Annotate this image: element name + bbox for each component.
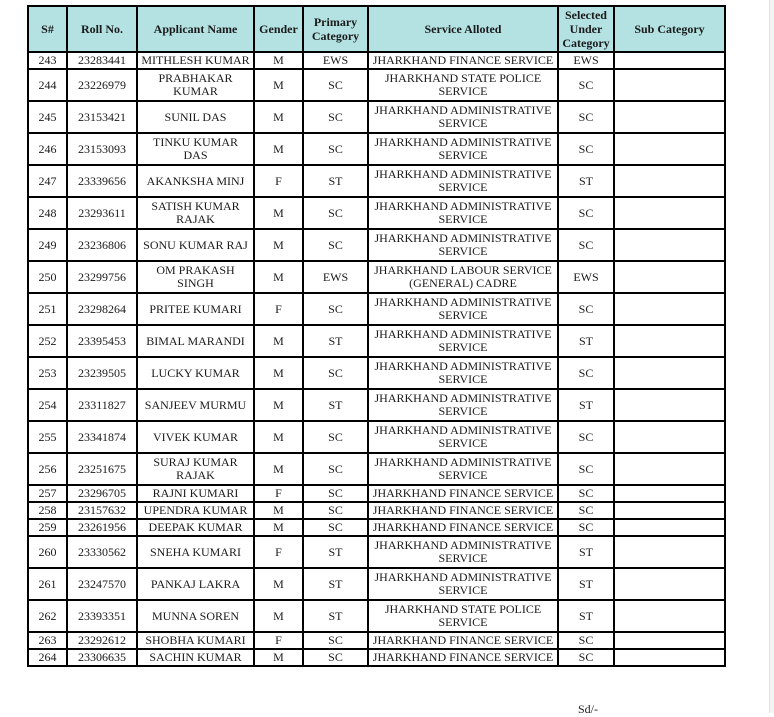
cell-gender: M xyxy=(254,325,303,357)
cell-roll-no: 23153093 xyxy=(67,133,137,165)
table-row xyxy=(28,632,725,649)
cell-applicant-name: BIMAL MARANDI xyxy=(137,325,254,357)
cell-applicant-name: VIVEK KUMAR xyxy=(137,421,254,453)
table-row xyxy=(28,600,725,632)
cell-primary-category: ST xyxy=(303,165,368,197)
cell-selected-under-category: SC xyxy=(558,485,614,502)
cell-gender: M xyxy=(254,69,303,101)
cell-roll-no: 23239505 xyxy=(67,357,137,389)
cell-selected-under-category: ST xyxy=(558,165,614,197)
table-row xyxy=(28,485,725,502)
cell-primary-category: ST xyxy=(303,568,368,600)
cell-applicant-name: SACHIN KUMAR xyxy=(137,649,254,666)
cell-service-alloted: JHARKHAND ADMINISTRATIVE SERVICE xyxy=(368,133,558,165)
table-row xyxy=(28,101,725,133)
table-row xyxy=(28,536,725,568)
table-row xyxy=(28,52,725,69)
cell-selected-under-category: SC xyxy=(558,69,614,101)
cell-roll-no: 23236806 xyxy=(67,229,137,261)
cell-roll-no: 23341874 xyxy=(67,421,137,453)
cell-sno: 249 xyxy=(28,229,67,261)
cell-gender: F xyxy=(254,293,303,325)
cell-applicant-name: SNEHA KUMARI xyxy=(137,536,254,568)
cell-sno: 259 xyxy=(28,519,67,536)
cell-roll-no: 23306635 xyxy=(67,649,137,666)
page-edge xyxy=(769,0,774,713)
cell-sub-category xyxy=(614,600,725,632)
cell-selected-under-category: ST xyxy=(558,325,614,357)
cell-primary-category: SC xyxy=(303,357,368,389)
cell-service-alloted: JHARKHAND ADMINISTRATIVE SERVICE xyxy=(368,197,558,229)
cell-sub-category xyxy=(614,325,725,357)
cell-roll-no: 23292612 xyxy=(67,632,137,649)
cell-service-alloted: JHARKHAND FINANCE SERVICE xyxy=(368,52,558,69)
header-sno: S# xyxy=(28,6,67,52)
cell-primary-category: SC xyxy=(303,229,368,261)
cell-sno: 258 xyxy=(28,502,67,519)
cell-primary-category: SC xyxy=(303,453,368,485)
cell-applicant-name: MITHLESH KUMAR xyxy=(137,52,254,69)
cell-applicant-name: SUNIL DAS xyxy=(137,101,254,133)
table-row xyxy=(28,293,725,325)
cell-roll-no: 23157632 xyxy=(67,502,137,519)
cell-gender: M xyxy=(254,519,303,536)
cell-applicant-name: SATISH KUMAR RAJAK xyxy=(137,197,254,229)
cell-roll-no: 23395453 xyxy=(67,325,137,357)
cell-roll-no: 23226979 xyxy=(67,69,137,101)
cell-service-alloted: JHARKHAND ADMINISTRATIVE SERVICE xyxy=(368,229,558,261)
cell-primary-category: SC xyxy=(303,421,368,453)
cell-selected-under-category: EWS xyxy=(558,261,614,293)
table-row xyxy=(28,197,725,229)
cell-sno: 244 xyxy=(28,69,67,101)
cell-sno: 262 xyxy=(28,600,67,632)
cell-gender: M xyxy=(254,502,303,519)
header-gender: Gender xyxy=(254,6,303,52)
cell-selected-under-category: EWS xyxy=(558,52,614,69)
table-row xyxy=(28,165,725,197)
cell-primary-category: SC xyxy=(303,519,368,536)
cell-primary-category: EWS xyxy=(303,261,368,293)
cell-sub-category xyxy=(614,165,725,197)
cell-selected-under-category: SC xyxy=(558,293,614,325)
header-sub-category: Sub Category xyxy=(614,6,725,52)
cell-gender: F xyxy=(254,165,303,197)
table-body xyxy=(28,52,725,666)
cell-applicant-name: SANJEEV MURMU xyxy=(137,389,254,421)
cell-service-alloted: JHARKHAND ADMINISTRATIVE SERVICE xyxy=(368,389,558,421)
cell-selected-under-category: SC xyxy=(558,357,614,389)
cell-sub-category xyxy=(614,421,725,453)
cell-service-alloted: JHARKHAND ADMINISTRATIVE SERVICE xyxy=(368,325,558,357)
cell-sub-category xyxy=(614,101,725,133)
cell-gender: M xyxy=(254,133,303,165)
cell-service-alloted: JHARKHAND FINANCE SERVICE xyxy=(368,502,558,519)
cell-service-alloted: JHARKHAND ADMINISTRATIVE SERVICE xyxy=(368,453,558,485)
cell-primary-category: SC xyxy=(303,293,368,325)
cell-service-alloted: JHARKHAND ADMINISTRATIVE SERVICE xyxy=(368,421,558,453)
table-row xyxy=(28,69,725,101)
cell-sub-category xyxy=(614,229,725,261)
cell-service-alloted: JHARKHAND FINANCE SERVICE xyxy=(368,649,558,666)
header-row xyxy=(28,6,725,52)
cell-selected-under-category: SC xyxy=(558,133,614,165)
cell-gender: M xyxy=(254,197,303,229)
cell-applicant-name: LUCKY KUMAR xyxy=(137,357,254,389)
table-row xyxy=(28,325,725,357)
cell-primary-category: SC xyxy=(303,101,368,133)
header-selected-under-category: Selected Under Category xyxy=(558,6,614,52)
cell-sub-category xyxy=(614,453,725,485)
cell-applicant-name: UPENDRA KUMAR xyxy=(137,502,254,519)
cell-applicant-name: MUNNA SOREN xyxy=(137,600,254,632)
cell-service-alloted: JHARKHAND LABOUR SERVICE (GENERAL) CADRE xyxy=(368,261,558,293)
cell-sno: 250 xyxy=(28,261,67,293)
cell-sno: 245 xyxy=(28,101,67,133)
cell-roll-no: 23293611 xyxy=(67,197,137,229)
cell-roll-no: 23311827 xyxy=(67,389,137,421)
cell-sub-category xyxy=(614,293,725,325)
header-primary-category: Primary Category xyxy=(303,6,368,52)
header-applicant-name: Applicant Name xyxy=(137,6,254,52)
cell-sno: 257 xyxy=(28,485,67,502)
cell-applicant-name: SURAJ KUMAR RAJAK xyxy=(137,453,254,485)
cell-applicant-name: SHOBHA KUMARI xyxy=(137,632,254,649)
cell-sub-category xyxy=(614,389,725,421)
cell-gender: M xyxy=(254,600,303,632)
results-table xyxy=(27,5,726,667)
cell-primary-category: ST xyxy=(303,325,368,357)
table-row xyxy=(28,519,725,536)
table-row xyxy=(28,649,725,666)
signature-text: Sd/- xyxy=(578,702,599,716)
table-row xyxy=(28,229,725,261)
cell-primary-category: EWS xyxy=(303,52,368,69)
cell-sno: 255 xyxy=(28,421,67,453)
cell-sno: 260 xyxy=(28,536,67,568)
cell-service-alloted: JHARKHAND STATE POLICE SERVICE xyxy=(368,600,558,632)
cell-applicant-name: PANKAJ LAKRA xyxy=(137,568,254,600)
cell-sno: 256 xyxy=(28,453,67,485)
cell-selected-under-category: SC xyxy=(558,453,614,485)
cell-primary-category: SC xyxy=(303,69,368,101)
cell-sno: 247 xyxy=(28,165,67,197)
cell-sub-category xyxy=(614,261,725,293)
cell-service-alloted: JHARKHAND FINANCE SERVICE xyxy=(368,632,558,649)
cell-selected-under-category: ST xyxy=(558,568,614,600)
cell-service-alloted: JHARKHAND STATE POLICE SERVICE xyxy=(368,69,558,101)
cell-primary-category: ST xyxy=(303,536,368,568)
cell-applicant-name: PRABHAKAR KUMAR xyxy=(137,69,254,101)
cell-gender: F xyxy=(254,632,303,649)
cell-roll-no: 23251675 xyxy=(67,453,137,485)
cell-service-alloted: JHARKHAND ADMINISTRATIVE SERVICE xyxy=(368,536,558,568)
cell-selected-under-category: ST xyxy=(558,600,614,632)
cell-roll-no: 23261956 xyxy=(67,519,137,536)
cell-sno: 246 xyxy=(28,133,67,165)
cell-gender: M xyxy=(254,101,303,133)
cell-applicant-name: AKANKSHA MINJ xyxy=(137,165,254,197)
cell-selected-under-category: SC xyxy=(558,229,614,261)
cell-roll-no: 23339656 xyxy=(67,165,137,197)
cell-selected-under-category: SC xyxy=(558,632,614,649)
cell-sub-category xyxy=(614,568,725,600)
cell-selected-under-category: ST xyxy=(558,389,614,421)
cell-roll-no: 23153421 xyxy=(67,101,137,133)
cell-primary-category: SC xyxy=(303,632,368,649)
cell-service-alloted: JHARKHAND ADMINISTRATIVE SERVICE xyxy=(368,165,558,197)
header-service-alloted: Service Alloted xyxy=(368,6,558,52)
cell-sub-category xyxy=(614,197,725,229)
cell-roll-no: 23283441 xyxy=(67,52,137,69)
cell-applicant-name: TINKU KUMAR DAS xyxy=(137,133,254,165)
table-row xyxy=(28,389,725,421)
table-row xyxy=(28,421,725,453)
cell-selected-under-category: SC xyxy=(558,197,614,229)
cell-roll-no: 23298264 xyxy=(67,293,137,325)
cell-sno: 251 xyxy=(28,293,67,325)
cell-gender: M xyxy=(254,389,303,421)
cell-service-alloted: JHARKHAND ADMINISTRATIVE SERVICE xyxy=(368,568,558,600)
cell-primary-category: SC xyxy=(303,649,368,666)
cell-sno: 243 xyxy=(28,52,67,69)
cell-sub-category xyxy=(614,519,725,536)
cell-gender: F xyxy=(254,485,303,502)
cell-selected-under-category: SC xyxy=(558,649,614,666)
cell-gender: M xyxy=(254,649,303,666)
cell-applicant-name: RAJNI KUMARI xyxy=(137,485,254,502)
cell-sno: 248 xyxy=(28,197,67,229)
cell-primary-category: SC xyxy=(303,485,368,502)
cell-gender: M xyxy=(254,421,303,453)
cell-service-alloted: JHARKHAND ADMINISTRATIVE SERVICE xyxy=(368,357,558,389)
cell-selected-under-category: SC xyxy=(558,421,614,453)
cell-sub-category xyxy=(614,357,725,389)
cell-gender: M xyxy=(254,568,303,600)
cell-sno: 254 xyxy=(28,389,67,421)
cell-sno: 252 xyxy=(28,325,67,357)
cell-service-alloted: JHARKHAND FINANCE SERVICE xyxy=(368,519,558,536)
cell-gender: M xyxy=(254,229,303,261)
table-row xyxy=(28,568,725,600)
cell-selected-under-category: SC xyxy=(558,502,614,519)
cell-sub-category xyxy=(614,536,725,568)
cell-gender: M xyxy=(254,357,303,389)
cell-sub-category xyxy=(614,52,725,69)
cell-sub-category xyxy=(614,485,725,502)
cell-sub-category xyxy=(614,133,725,165)
cell-sno: 263 xyxy=(28,632,67,649)
cell-gender: M xyxy=(254,453,303,485)
cell-selected-under-category: SC xyxy=(558,519,614,536)
cell-service-alloted: JHARKHAND FINANCE SERVICE xyxy=(368,485,558,502)
cell-applicant-name: DEEPAK KUMAR xyxy=(137,519,254,536)
cell-primary-category: SC xyxy=(303,133,368,165)
cell-gender: M xyxy=(254,261,303,293)
cell-roll-no: 23330562 xyxy=(67,536,137,568)
cell-roll-no: 23296705 xyxy=(67,485,137,502)
cell-gender: M xyxy=(254,52,303,69)
cell-sub-category xyxy=(614,502,725,519)
cell-primary-category: SC xyxy=(303,197,368,229)
cell-gender: F xyxy=(254,536,303,568)
table-row xyxy=(28,357,725,389)
cell-selected-under-category: SC xyxy=(558,101,614,133)
cell-sub-category xyxy=(614,632,725,649)
table-row xyxy=(28,453,725,485)
cell-primary-category: SC xyxy=(303,502,368,519)
cell-sno: 253 xyxy=(28,357,67,389)
table-row xyxy=(28,502,725,519)
cell-roll-no: 23393351 xyxy=(67,600,137,632)
cell-primary-category: ST xyxy=(303,389,368,421)
cell-primary-category: ST xyxy=(303,600,368,632)
cell-selected-under-category: ST xyxy=(558,536,614,568)
table-row xyxy=(28,133,725,165)
cell-service-alloted: JHARKHAND ADMINISTRATIVE SERVICE xyxy=(368,293,558,325)
cell-roll-no: 23299756 xyxy=(67,261,137,293)
cell-applicant-name: SONU KUMAR RAJ xyxy=(137,229,254,261)
cell-sub-category xyxy=(614,69,725,101)
cell-applicant-name: PRITEE KUMARI xyxy=(137,293,254,325)
header-roll-no: Roll No. xyxy=(67,6,137,52)
table-row xyxy=(28,261,725,293)
cell-service-alloted: JHARKHAND ADMINISTRATIVE SERVICE xyxy=(368,101,558,133)
cell-roll-no: 23247570 xyxy=(67,568,137,600)
cell-sub-category xyxy=(614,649,725,666)
cell-sno: 261 xyxy=(28,568,67,600)
cell-applicant-name: OM PRAKASH SINGH xyxy=(137,261,254,293)
cell-sno: 264 xyxy=(28,649,67,666)
